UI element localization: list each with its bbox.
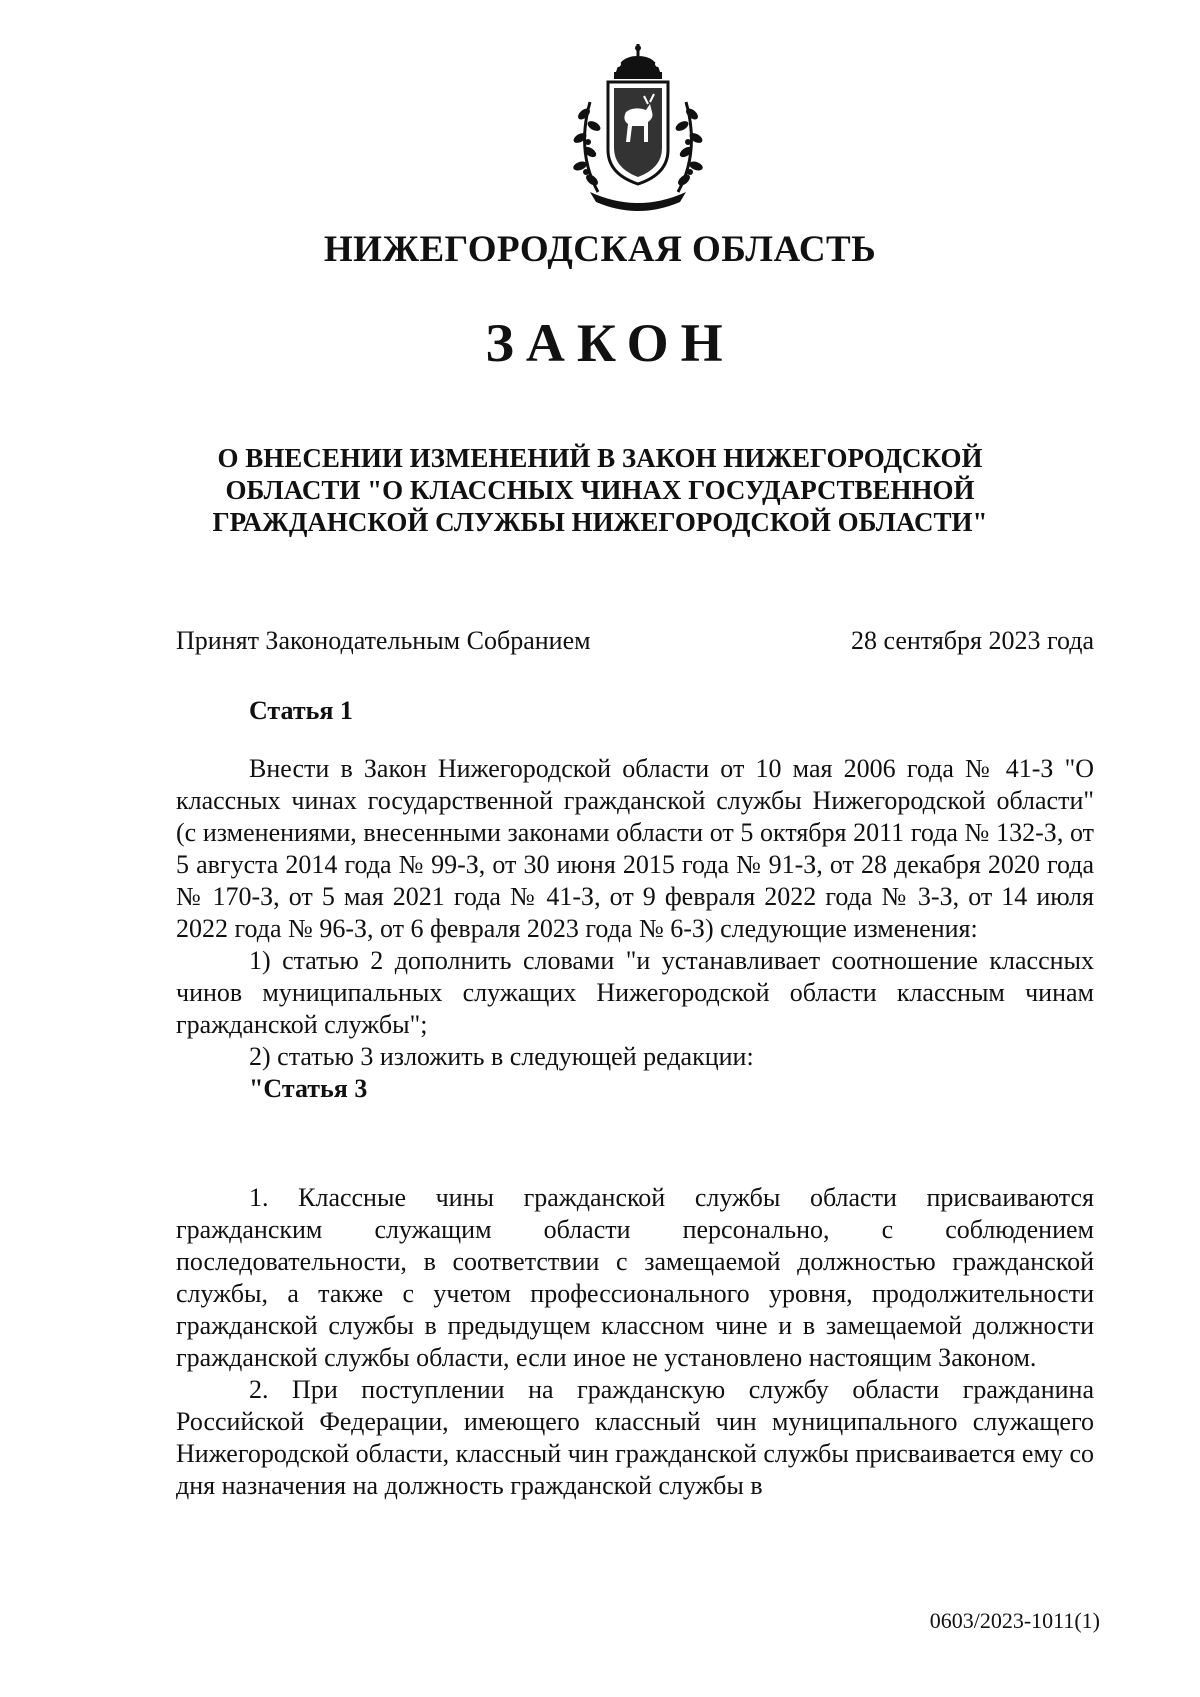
law-subject: О ВНЕСЕНИИ ИЗМЕНЕНИЙ В ЗАКОН НИЖЕГОРОДСКОЙ ОБЛАСТИ "О КЛАССНЫХ ЧИНАХ ГОСУДАРСТВЕННОЙ ГРАЖДАНСКОЙ СЛУЖБЫ НИЖЕГОРОДСКОЙ ОБЛАСТИ" (212, 443, 988, 537)
article-1-heading: Статья 1 (249, 696, 353, 725)
article-1-body (176, 753, 1094, 1105)
article-3-paragraph-2: 2. При поступлении на гражданскую службу области гражданина Российской Федерации, имеющего классный чин муниципального служащего Нижегородской области, классный чин гражданской службы присваивается ему со дня назначения на должность гражданской службы в (176, 1375, 1094, 1500)
article-1-item-2: 2) статью 3 изложить в следующей редакции: (249, 1042, 754, 1071)
adoption-date: 28 сентября 2023 года (850, 626, 1094, 655)
adopted-by: Принят Законодательным Собранием (176, 626, 591, 655)
article-1-item-1: 1) статью 2 дополнить словами "и устанавливает соотношение классных чинов муниципальных служащих Нижегородской области классным чинам гражданской службы"; (176, 946, 1094, 1039)
document-number: 0603/2023-1011(1) (929, 1608, 1100, 1633)
adoption-line (176, 626, 1094, 656)
article-3-body (176, 1182, 1094, 1502)
document-type: ЗАКОН (485, 313, 735, 373)
article-1-intro: Внести в Закон Нижегородской области от 10 мая 2006 года № 41-З "О классных чинах государственной гражданской службы Нижегородской области" (с изменениями, внесенными законами области от 5 октября 2011 года № 132-З, от 5 августа 2014 года № 99-З, от 30 июня 2015 года № 91-З, от 28 декабря 2020 года № 170-З, от 5 мая 2021 года № 41-З, от 9 февраля 2022 года № 3-З, от 14 июля 2022 года № 96-З, от 6 февраля 2023 года № 6-З) следующие изменения: (176, 754, 1094, 943)
region-title: НИЖЕГОРОДСКАЯ ОБЛАСТЬ (323, 229, 877, 270)
coat-of-arms-icon (568, 42, 708, 212)
article-3-paragraph-1: 1. Классные чины гражданской службы области присваиваются гражданским служащим области персонально, с соблюдением последовательности, в соответствии с замещаемой должностью гражданской службы, а также с учетом профессионального уровня, продолжительности гражданской службы в предыдущем классном чине и в замещаемой должности гражданской службы области, если иное не установлено настоящим Законом. (176, 1183, 1094, 1372)
quoted-article-3-heading: "Статья 3 (249, 1074, 368, 1103)
